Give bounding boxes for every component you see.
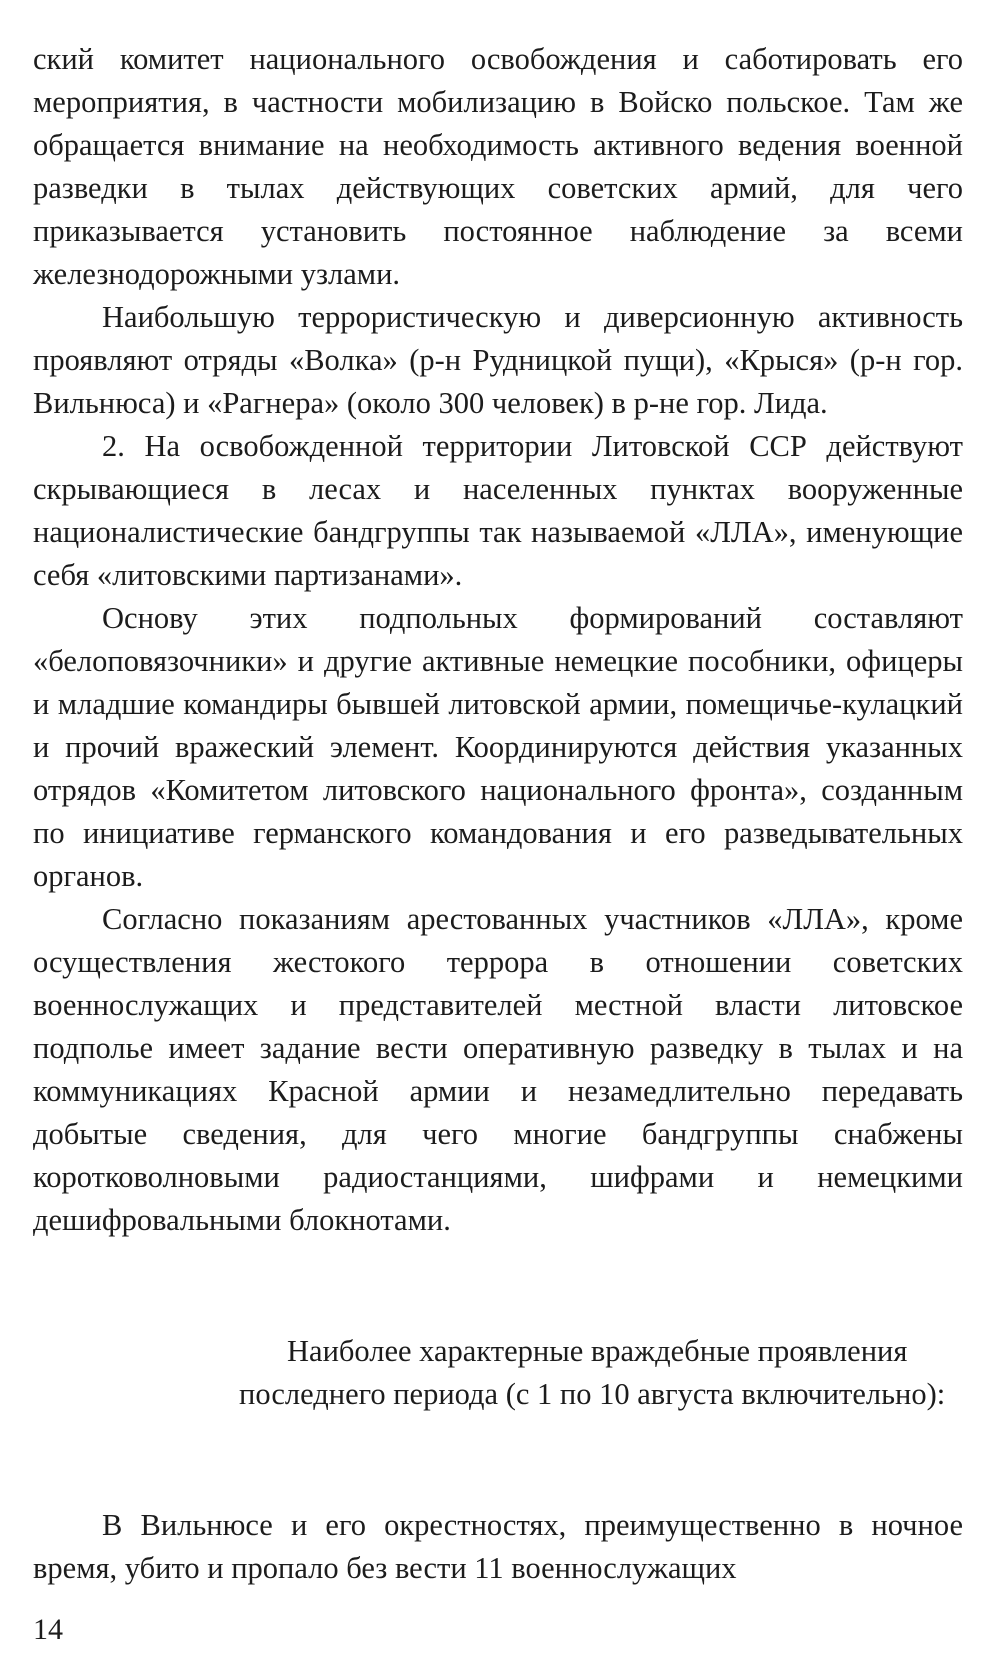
main-text-block — [33, 38, 963, 1242]
paragraph-5: Согласно показаниям арестованных участников «ЛЛА», кроме осуществления жестокого террора в отношении советских военнослужащих и представителей местной власти литовское подполье имеет задание вести оперативную разведку в тылах и на коммуникациях Красной армии и незамедлительно передавать добытые сведения, для чего многие бандгруппы снабжены коротковолновыми радиостанциями, шифрами и немецкими дешифровальными блокнотами. — [33, 902, 963, 1237]
section-subheading: Наиболее характерные враждебные проявления последнего периода (с 1 по 10 августа включительно): — [239, 1334, 946, 1411]
paragraph-2: Наибольшую террористическую и диверсионную активность проявляют отряды «Волка» (р-н Рудницкой пущи), «Крыся» (р-н гор. Вильнюса) и «Рагнера» (около 300 человек) в р-не гор. Лида. — [33, 300, 963, 420]
paragraph-6: В Вильнюсе и его окрестностях, преимущественно в ночное время, убито и пропало без вести 11 военнослужащих — [33, 1508, 963, 1585]
page-number: 14 — [33, 1613, 63, 1646]
paragraph-3: 2. На освобожденной территории Литовской ССР действуют скрывающиеся в лесах и населенных пунктах вооруженные националистические бандгруппы так называемой «ЛЛА», именующие себя «литовскими партизанами». — [33, 429, 963, 592]
paragraph-4: Основу этих подпольных формирований составляют «белоповязочники» и другие активные немецкие пособники, офицеры и младшие командиры бывшей литовской армии, помещичье-кулацкий и прочий вражеский элемент. Координируются действия указанных отрядов «Комитетом литовского национального фронта», созданным по инициативе германского командования и его разведывательных органов. — [33, 601, 963, 893]
paragraph-1: ский комитет национального освобождения и саботировать его мероприятия, в частности мобилизацию в Войско польское. Там же обращается внимание на необходимость активного ведения военной разведки в тылах действующих советских армий, для чего приказывается установить постоянное наблюдение за всеми железнодорожными узлами. — [33, 42, 963, 291]
